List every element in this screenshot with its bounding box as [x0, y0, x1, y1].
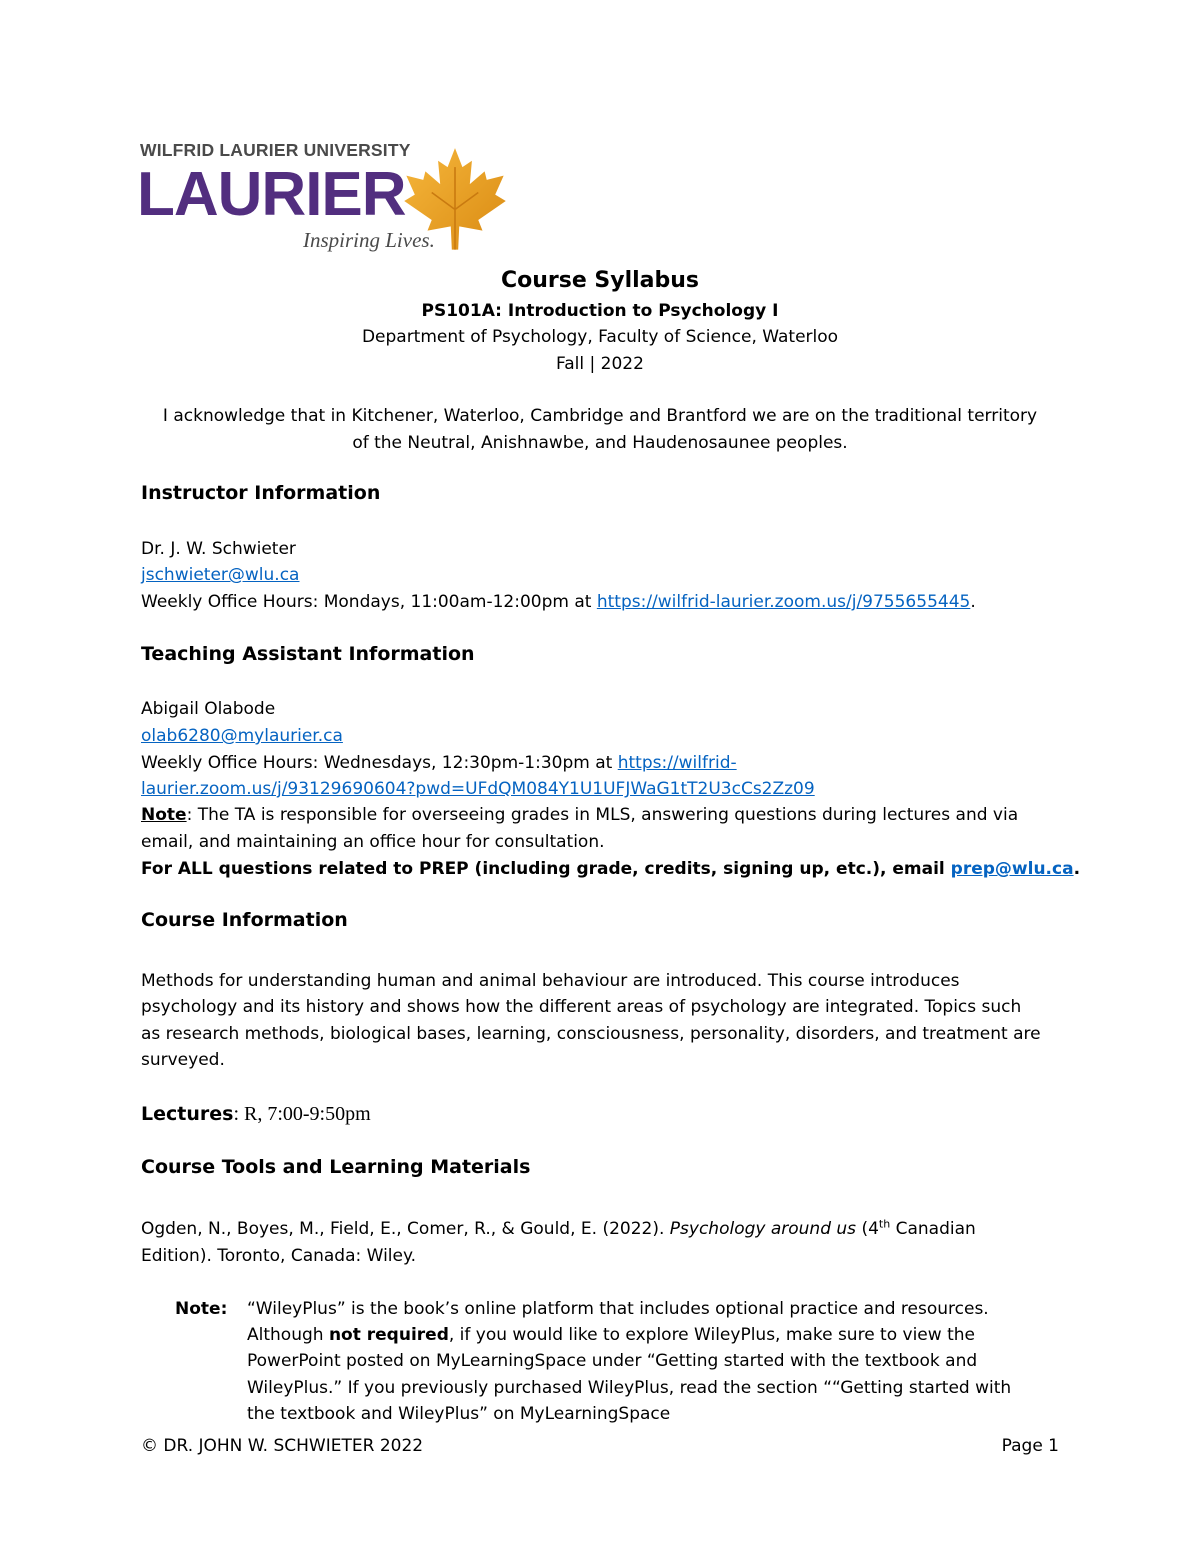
ta-office-hours-text: Weekly Office Hours: Wednesdays, 12:30pm-1:30pm at [141, 753, 618, 773]
footer-page-number: Page 1 [1001, 1436, 1059, 1456]
materials-heading: Course Tools and Learning Materials [141, 1156, 531, 1178]
prep-text: For ALL questions related to PREP (including grade, credits, signing up, etc.), email [141, 859, 951, 879]
course-description-line: as research methods, biological bases, learning, consciousness, personality, disorders, and treatment are [141, 1024, 1041, 1044]
instructor-zoom-link[interactable]: https://wilfrid-laurier.zoom.us/j/9755655445 [596, 592, 971, 612]
ta-heading: Teaching Assistant Information [141, 643, 475, 665]
materials-note-label: Note: [175, 1299, 228, 1319]
logo-wordmark: LAURIER [137, 160, 406, 229]
materials-note-line: “WileyPlus” is the book’s online platform that includes optional practice and resources. [247, 1299, 989, 1319]
ta-note-line-2: email, and maintaining an office hour for consultation. [141, 832, 605, 852]
land-acknowledgement-line-2: of the Neutral, Anishnawbe, and Haudenosaunee peoples. [352, 433, 848, 453]
ta-note-label: Note [141, 805, 187, 825]
course-description-line: psychology and its history and shows how the different areas of psychology are integrated. Topics such [141, 997, 1022, 1017]
citation-edition-superscript: th [878, 1217, 891, 1231]
materials-note-line: PowerPoint posted on MyLearningSpace under “Getting started with the textbook and [247, 1351, 978, 1371]
note-text: Although [247, 1325, 329, 1345]
instructor-name: Dr. J. W. Schwieter [141, 539, 296, 559]
ta-zoom-link-part-2[interactable]: laurier.zoom.us/j/93129690604?pwd=UFdQM084Y1U1UFJWaG1tT2U3cCs2Zz09 [141, 779, 815, 799]
instructor-office-hours [141, 589, 976, 615]
land-acknowledgement-line-1: I acknowledge that in Kitchener, Waterloo, Cambridge and Brantford we are on the traditional territory [162, 406, 1038, 426]
materials-note-line: the textbook and WileyPlus” on MyLearningSpace [247, 1404, 671, 1424]
textbook-citation-line-1 [141, 1216, 976, 1242]
ta-email-link[interactable]: olab6280@mylaurier.ca [141, 726, 343, 746]
prep-period: . [1073, 859, 1081, 879]
course-description-line: Methods for understanding human and animal behaviour are introduced. This course introduces [141, 971, 960, 991]
textbook-citation-line-2: Edition). Toronto, Canada: Wiley. [141, 1246, 417, 1266]
ta-office-hours [141, 750, 737, 776]
lectures-time: : R, 7:00-9:50pm [233, 1103, 371, 1125]
ta-note-line-1 [141, 802, 1018, 828]
lectures-schedule [141, 1100, 371, 1128]
prep-email-link[interactable]: prep@wlu.ca [950, 859, 1074, 879]
course-code: PS101A: Introduction to Psychology I [421, 301, 779, 321]
citation-edition-rest: Canadian [890, 1219, 976, 1239]
citation-edition: (4 [856, 1219, 879, 1239]
university-logo [137, 136, 512, 260]
term: Fall | 2022 [556, 354, 644, 374]
prep-contact [141, 856, 1080, 882]
ta-zoom-link-part-1[interactable]: https://wilfrid- [617, 753, 737, 773]
instructor-email-link[interactable]: jschwieter@wlu.ca [141, 565, 300, 585]
office-hours-period: . [970, 592, 976, 612]
lectures-label: Lectures [141, 1103, 234, 1125]
department: Department of Psychology, Faculty of Science, Waterloo [361, 327, 839, 347]
materials-note-line: WileyPlus.” If you previously purchased WileyPlus, read the section ““Getting started with [247, 1378, 1012, 1398]
logo-tagline: Inspiring Lives. [303, 228, 435, 252]
note-text: , if you would like to explore WileyPlus, make sure to view the [448, 1325, 975, 1345]
citation-authors: Ogden, N., Boyes, M., Field, E., Comer, R., & Gould, E. (2022). [141, 1219, 670, 1239]
materials-note-line [247, 1322, 975, 1348]
instructor-heading: Instructor Information [141, 482, 381, 504]
course-info-heading: Course Information [141, 909, 348, 931]
ta-name: Abigail Olabode [141, 699, 276, 719]
course-description-line: surveyed. [141, 1050, 225, 1070]
maple-leaf-icon [402, 146, 508, 256]
citation-title: Psychology around us [669, 1219, 857, 1239]
ta-note-text: : The TA is responsible for overseeing grades in MLS, answering questions during lectures and via [186, 805, 1019, 825]
logo-university-name: WILFRID LAURIER UNIVERSITY [140, 140, 411, 160]
office-hours-text: Weekly Office Hours: Mondays, 11:00am-12:00pm at [141, 592, 597, 612]
footer-copyright: © DR. JOHN W. SCHWIETER 2022 [141, 1436, 424, 1456]
page-title: Course Syllabus [500, 268, 700, 293]
note-not-required: not required [328, 1325, 449, 1345]
